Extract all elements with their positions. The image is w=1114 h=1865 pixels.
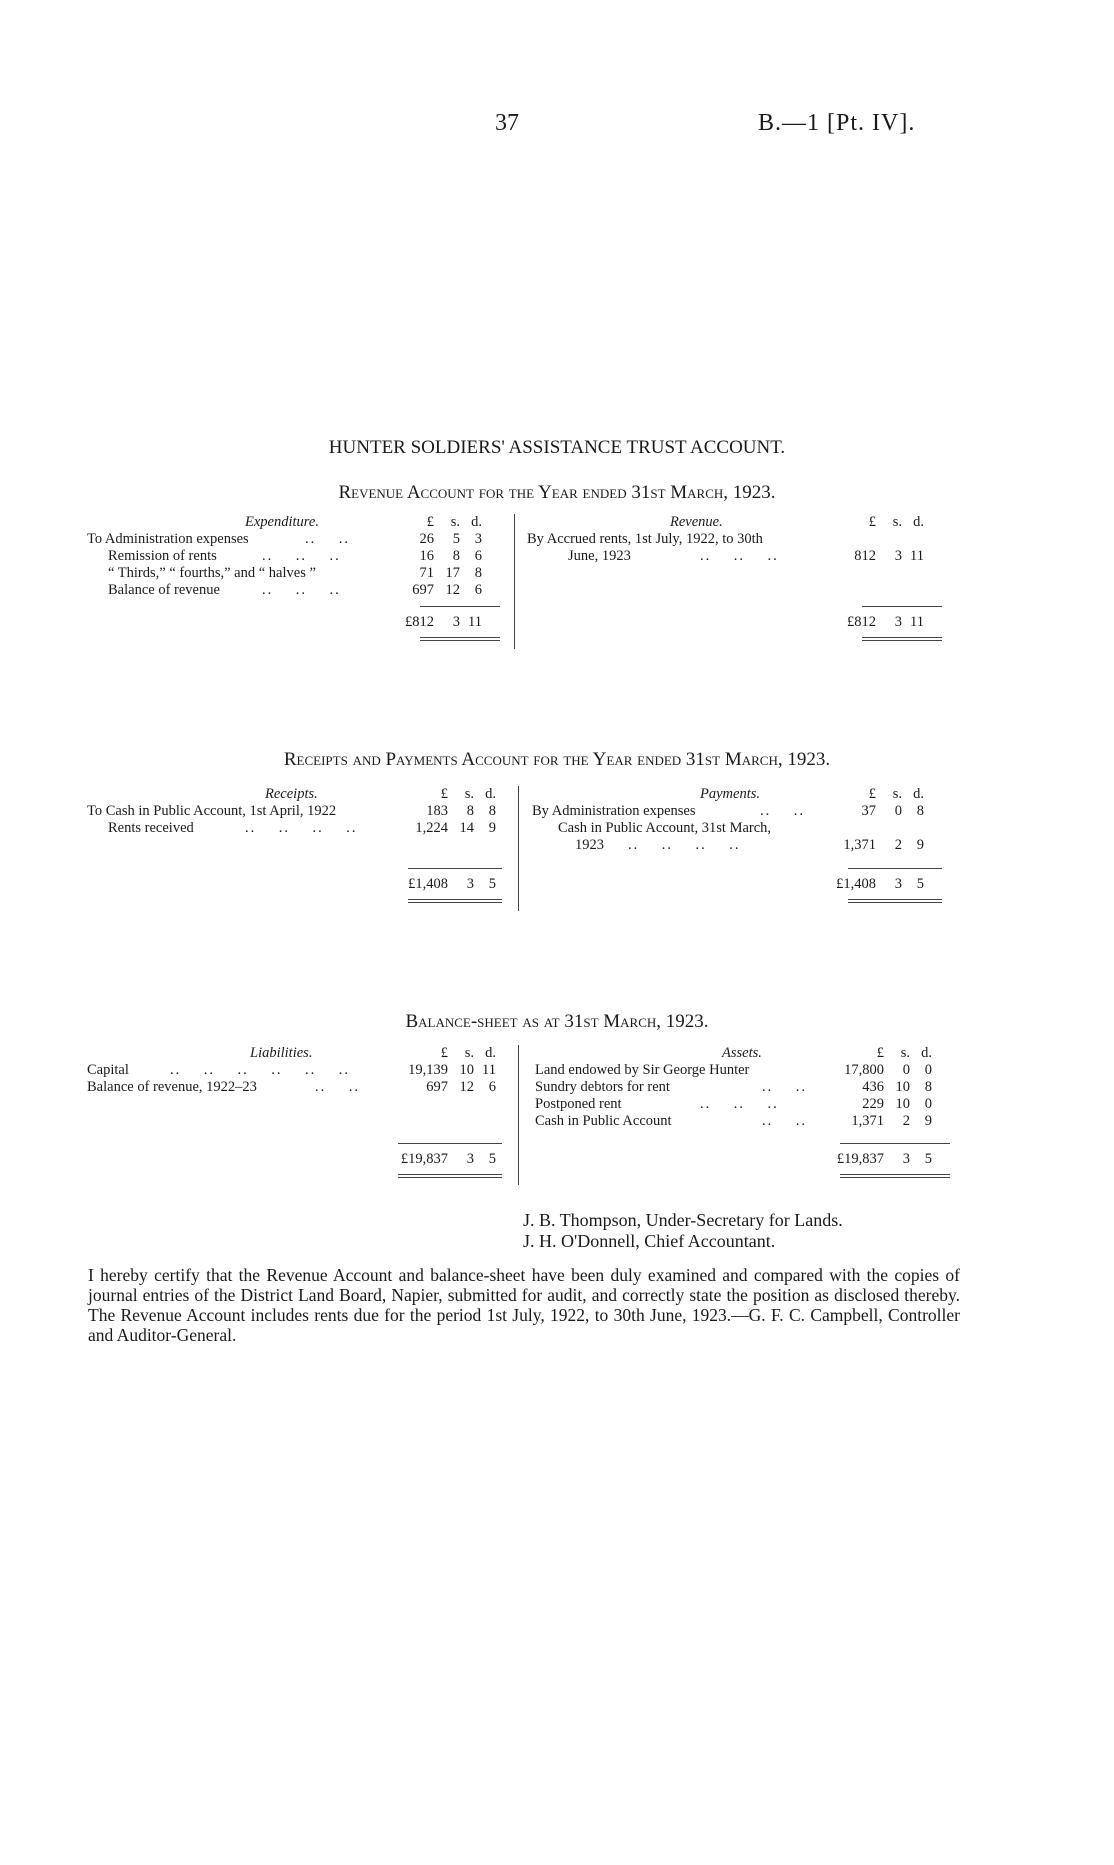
amount: 17,800 0 0 (844, 1062, 932, 1078)
table-row: By Administration expenses (532, 803, 696, 819)
table-row: Cash in Public Account (535, 1113, 672, 1129)
revenue-column-headers: £ s. d. (868, 514, 924, 530)
receipts-account-subtitle: Receipts and Payments Account for the Year ended 31st March, 1923. (283, 749, 831, 770)
amount: 19,139 10 11 (408, 1062, 496, 1078)
expenditure-header: Expenditure. (245, 514, 319, 530)
payments-header: Payments. (700, 786, 760, 802)
pence-col: d. (471, 514, 482, 530)
amount: 697 12 6 (412, 582, 482, 598)
table-row: “ Thirds,” “ fourths,” and “ halves ” (108, 565, 316, 581)
expenditure-total: £812 3 11 (405, 614, 482, 630)
amount: 436 10 8 (862, 1079, 932, 1095)
table-row: Balance of revenue (108, 582, 220, 598)
table-row: Remission of rents (108, 548, 217, 564)
page-number: 37 (495, 110, 519, 136)
amount: 26 5 3 (419, 531, 482, 547)
assets-column-headers: £ s. d. (876, 1045, 932, 1061)
document-title: HUNTER SOLDIERS' ASSISTANCE TRUST ACCOUNT. (328, 437, 786, 458)
amount: 697 12 6 (426, 1079, 496, 1095)
column-divider (514, 514, 515, 649)
table-row: Capital (87, 1062, 129, 1078)
assets-total: £19,837 3 5 (836, 1151, 932, 1167)
amount: 229 10 0 (862, 1096, 932, 1112)
revenue-header: Revenue. (670, 514, 723, 530)
payments-column-headers: £ s. d. (868, 786, 924, 802)
table-row: Cash in Public Account, 31st March, (558, 820, 772, 836)
table-row: By Accrued rents, 1st July, 1922, to 30th (527, 531, 763, 547)
document-reference: B.—1 [Pt. IV]. (758, 110, 916, 136)
revenue-total: £812 3 11 (847, 614, 924, 630)
table-row-continued: June, 1923 (568, 548, 631, 564)
table-row: Balance of revenue, 1922–23 (87, 1079, 257, 1095)
table-row: Rents received (108, 820, 194, 836)
revenue-account-subtitle: Revenue Account for the Year ended 31st March, 1923. (338, 482, 776, 503)
column-divider (518, 786, 519, 911)
amount: 1,371 2 9 (851, 1113, 932, 1129)
signature-chief-accountant: J. H. O'Donnell, Chief Accountant. (523, 1231, 776, 1251)
amount: 812 3 11 (854, 548, 924, 564)
pounds-col: £ (426, 514, 434, 530)
receipts-column-headers: £ s. d. (440, 786, 496, 802)
table-row: Land endowed by Sir George Hunter (535, 1062, 750, 1078)
balance-sheet-subtitle: Balance-sheet as at 31st March, 1923. (405, 1011, 709, 1032)
liabilities-column-headers: £ s. d. (440, 1045, 496, 1061)
liabilities-total: £19,837 3 5 (400, 1151, 496, 1167)
receipts-total: £1,408 3 5 (408, 876, 496, 892)
assets-header: Assets. (722, 1045, 762, 1061)
signature-under-secretary: J. B. Thompson, Under-Secretary for Lands. (523, 1210, 843, 1230)
amount: 1,224 14 9 (415, 820, 496, 836)
expenditure-column-headers (372, 514, 482, 531)
table-row: Sundry debtors for rent (535, 1079, 670, 1095)
amount: 1,371 2 9 (843, 837, 924, 853)
amount: 183 8 8 (426, 803, 496, 819)
table-row: To Cash in Public Account, 1st April, 1922 (87, 803, 337, 819)
receipts-header: Receipts. (265, 786, 318, 802)
amount: 16 8 6 (419, 548, 482, 564)
column-divider (518, 1045, 519, 1185)
liabilities-header: Liabilities. (250, 1045, 313, 1061)
amount: 71 17 8 (419, 565, 482, 581)
table-row-continued: 1923 (575, 837, 604, 853)
table-row: Postponed rent (535, 1096, 622, 1112)
auditor-certificate: I hereby certify that the Revenue Account and balance-sheet have been duly examined and compared with the copies of journal entries of the District Land Board, Napier, submitted for audit, and correctly state the position as disclosed thereby. The Revenue Account includes rents due for the period 1st July, 1922, to 30th June, 1923.—G. F. C. Campbell, Controller and Auditor-General. (88, 1265, 960, 1345)
table-row: To Administration expenses (87, 531, 249, 547)
amount: 37 0 8 (861, 803, 924, 819)
shillings-col: s. (450, 514, 460, 530)
payments-total: £1,408 3 5 (836, 876, 924, 892)
